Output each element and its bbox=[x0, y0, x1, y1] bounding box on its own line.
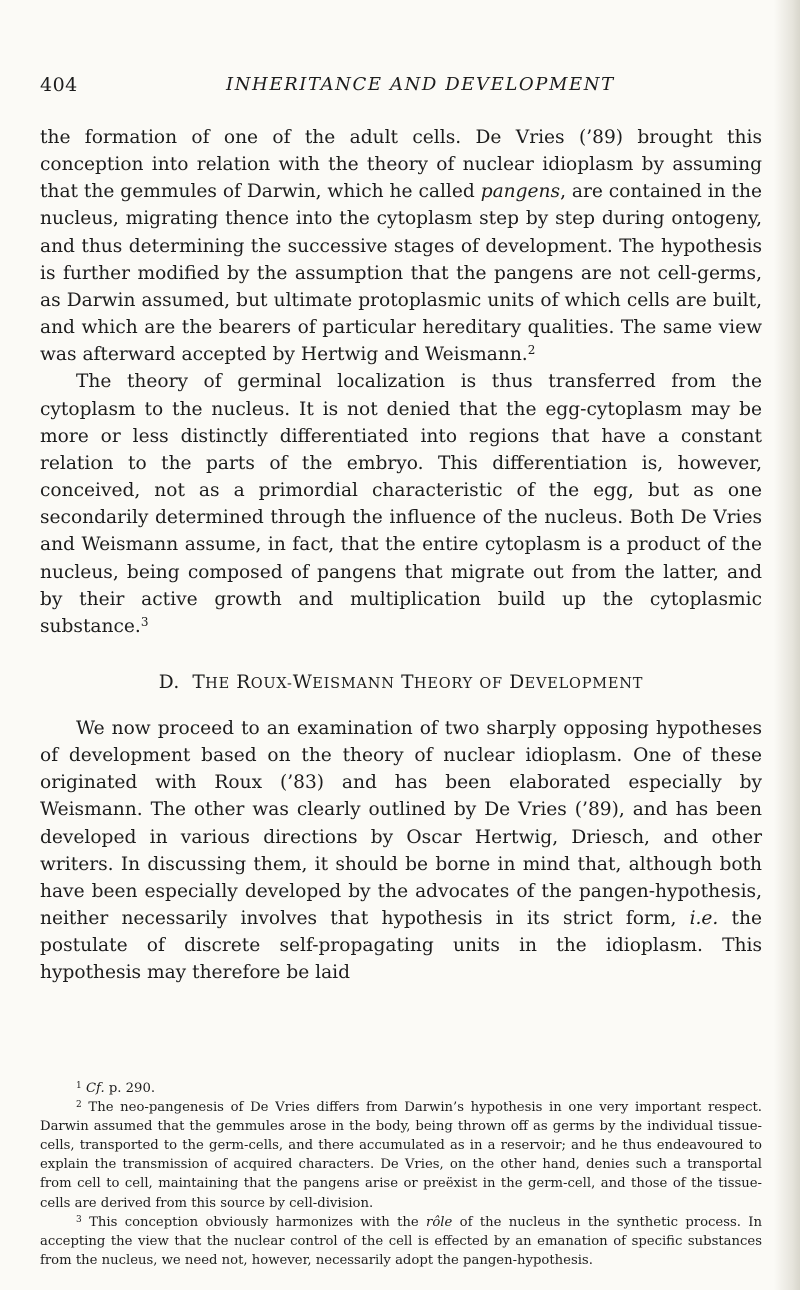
footnote-ref-3: 3 bbox=[140, 614, 149, 629]
heading-word: DEVELOPMENT bbox=[509, 672, 644, 693]
paragraph-3-text: We now proceed to an examination of two sharply opposing hypotheses of development based on the theory of nuclear idioplasm. One of these originated with Roux (’83) and has been elaborated especially by Weismann. The other was clearly outlined by De Vries (’89), and has been developed in various directions by Oscar Hertwig, Driesch, and other writers. In discussing them, it should be borne in mind that, although both have been especially developed by the advocates of the pangen-hypothesis, neither necessarily involves that hypothesis in its strict form, bbox=[40, 718, 762, 930]
paragraph-1-text-end: , are contained in the nucleus, migrating thence into the cytoplasm step by step during ontogeny, and thus determining the successive stages of development. The hypothesis is further modified by the assumption that the pangens are not cell-germs, as Darwin assumed, but ultimate protoplasmic units of which cells are built, and which are the bearers of particular hereditary qualities. The same view was afterward accepted by Hertwig and Weismann. bbox=[40, 181, 762, 366]
paragraph-3 bbox=[40, 715, 762, 987]
running-title: INHERITANCE AND DEVELOPMENT bbox=[226, 74, 615, 95]
page-edge-shadow bbox=[774, 0, 800, 1290]
footnote-1: $^1$ Cf. p. 290. bbox=[76, 1081, 156, 1096]
footnote-2: $^2$ The neo-pangenesis of De Vries differs from Darwin’s hypothesis in one very important respect. Darwin assumed that the gemmules arose in the body, being thrown off as germs by the individual tissue-cells, transported to the germ-cells, and there accumulated as in a reservoir; and he thus endeavoured to explain the transmission of acquired characters. De Vries, on the other hand, denies such a transportal from cell to cell, maintaining that the pangens arise or preëxist in the germ-cell, and those of the tissue-cells are derived from this source by cell-division. bbox=[40, 1100, 762, 1211]
paragraph-1 bbox=[40, 124, 762, 368]
paragraph-3-italic: i.e. bbox=[689, 908, 719, 930]
paragraph-2-text: The theory of germinal localization is thus transferred from the cytoplasm to the nucleus. It is not denied that the egg-cytoplasm may be more or less distinctly differentiated into regions that have a constant relation to the parts of the embryo. This differentiation is, however, conceived, not as a primordial characteristic of the egg, but as one secondarily determined through the influence of the nucleus. Both De Vries and Weismann assume, in fact, that the entire cytoplasm is a product of the nucleus, being composed of pangens that migrate out from the latter, and by their active growth and multiplication build up the cytoplasmic substance. bbox=[40, 371, 762, 637]
paragraph-3-text-end: the postulate of discrete self-propagating units in the idioplasm. This hypothesis may therefore be laid bbox=[40, 908, 762, 984]
footnote-3: $^3$ This conception obviously harmonizes with the rôle of the nucleus in the synthetic process. In accepting the view that the nuclear control of the cell is effected by an emanation of specific substances from the nucleus, we need not, however, necessarily adopt the pangen-hypothesis. bbox=[40, 1214, 762, 1268]
section-label: D. bbox=[158, 672, 180, 693]
main-text-bottom bbox=[40, 715, 762, 987]
footnotes bbox=[40, 1079, 762, 1270]
page-number: 404 bbox=[40, 74, 78, 96]
paragraph-2 bbox=[40, 368, 762, 640]
paragraph-1-italic: pangens bbox=[480, 181, 561, 203]
footnote-ref-2: 2 bbox=[527, 343, 536, 358]
section-heading bbox=[40, 672, 762, 693]
paragraph-1-text: the formation of one of the adult cells. De Vries (’89) brought this conception into relation with the theory of nuclear idioplasm by assuming that the gemmules of Darwin, which he called bbox=[40, 127, 762, 203]
page-header bbox=[40, 74, 760, 104]
heading-word: THEORY bbox=[401, 672, 474, 693]
heading-word: ROUX-WEISMANN bbox=[236, 672, 395, 693]
heading-word: THE bbox=[192, 672, 230, 693]
heading-word: OF bbox=[479, 676, 503, 692]
main-text-top bbox=[40, 124, 762, 640]
